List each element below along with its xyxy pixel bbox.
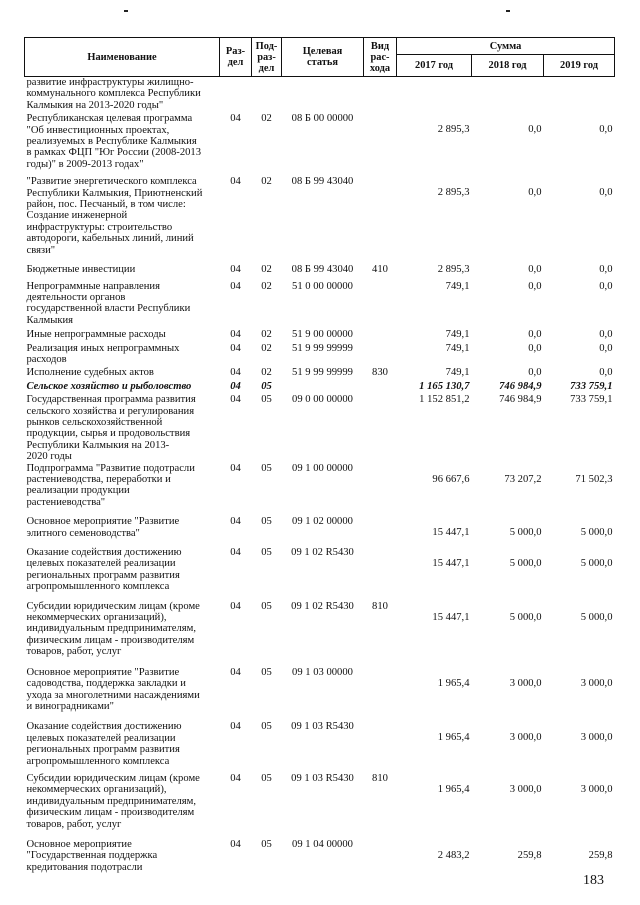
row-podrazdel [252,77,282,114]
row-razdel: 04 [230,264,241,276]
row-vid [364,77,397,114]
table-row [25,547,615,601]
row-name: Подпрограмма "Развитие подотрасли растениеводства, переработки и реализации продукции растениеводства" [26,462,195,508]
table-row [25,343,615,368]
table-row [25,381,615,394]
row-name: Реализация иных непрограммных расходов [26,342,180,365]
row-podrazdel: 05 [261,547,272,559]
row-2017: 1 965,4 [437,732,470,744]
header-podrazdel: Под- раз- дел [252,38,282,77]
row-2018: 0,0 [528,124,542,136]
row-2018: 5 000,0 [509,558,542,570]
row-name: Основное мероприятие "Развитие элитного семеноводства" [26,516,180,539]
row-2018: 3 000,0 [509,783,542,795]
row-podrazdel: 02 [261,264,272,276]
row-2017: 1 965,4 [437,677,470,689]
row-2017: 15 447,1 [432,527,470,539]
row-vid [364,516,397,547]
row-razdel: 04 [230,547,241,559]
row-target: 09 1 03 R5430 [291,721,354,733]
row-name: Исполнение судебных актов [26,367,154,379]
row-2018: 5 000,0 [509,527,542,539]
row-name: развитие инфраструктуры жилищно- коммунального комплекса Республики Калмыкия на 2013-2020 годы" [26,77,201,111]
row-2017: 749,1 [445,329,470,341]
row-target: 08 Б 99 43040 [291,264,354,276]
row-podrazdel: 05 [261,394,272,406]
row-target: 51 9 99 99999 [292,367,353,379]
row-vid: 410 [372,264,388,276]
row-target [282,77,364,114]
row-target: 09 1 02 00000 [292,516,353,528]
row-razdel: 04 [230,666,241,678]
row-2017: 15 447,1 [432,611,470,623]
row-vid [364,176,397,264]
row-2018: 259,8 [517,849,542,861]
row-vid [364,329,397,342]
row-2019 [544,77,615,114]
row-2017 [397,77,472,114]
row-name: "Развитие энергетического комплекса Республики Калмыкия, Приютненский район, пос. Песчаный, в том числе: Создание инженерной инфраструктуры: строительство автодороги, кабельных линий, линий связи" [26,176,203,256]
page-number: 183 [583,873,604,888]
row-2017: 1 165 130,7 [419,380,470,392]
row-2017: 1 152 851,2 [419,394,470,406]
row-2017: 2 895,3 [437,124,470,136]
row-vid: 830 [372,367,388,379]
row-podrazdel: 02 [261,342,272,354]
row-2018: 0,0 [528,367,542,379]
table-row [25,113,615,176]
table-row [25,516,615,547]
row-razdel: 04 [230,176,241,188]
row-podrazdel: 05 [261,772,272,784]
row-razdel [220,77,252,114]
row-2019: 0,0 [599,187,613,199]
row-name: Государственная программа развития сельского хозяйства и регулирования рынков сельскохозяйственной продукции, сырья и продовольствия Республики Калмыкия на 2013- 2020 годы [26,394,196,463]
row-razdel: 04 [230,721,241,733]
row-2018: 0,0 [528,187,542,199]
row-podrazdel: 05 [261,600,272,612]
row-2017: 749,1 [445,342,470,354]
header-sum: Сумма [397,38,615,55]
row-target: 09 1 03 R5430 [291,772,354,784]
row-name: Субсидии юридическим лицам (кроме некоммерческих организаций), индивидуальным предпринимателям, физическим лицам - производителям товаров, работ, услуг [26,772,200,830]
row-vid [364,463,397,517]
row-vid [364,667,397,722]
row-2018: 0,0 [528,342,542,354]
row-vid [364,721,397,773]
row-name: Бюджетные инвестиции [26,264,136,276]
row-razdel: 04 [230,394,241,406]
table-row [25,601,615,667]
header-vid: Вид рас- хода [364,38,397,77]
table-row [25,367,615,380]
row-podrazdel: 02 [261,280,272,292]
row-razdel: 04 [230,516,241,528]
header-razdel: Раз- дел [220,38,252,77]
row-target: 08 Б 99 43040 [291,176,354,188]
row-2018: 3 000,0 [509,732,542,744]
row-vid [364,281,397,330]
row-2018: 73 207,2 [504,473,542,485]
table-row [25,463,615,517]
row-podrazdel: 05 [261,380,272,392]
budget-table [24,37,615,882]
header-2017: 2017 год [397,55,472,77]
table-row [25,773,615,839]
row-name: Сельское хозяйство и рыболовство [26,380,192,392]
row-2018: 746 984,9 [499,394,542,406]
row-2019: 733 759,1 [570,380,613,392]
table-row [25,839,615,882]
table-row [25,329,615,342]
row-target: 09 1 02 R5430 [291,547,354,559]
row-target [282,381,364,394]
row-2019: 3 000,0 [580,677,613,689]
row-2017: 1 965,4 [437,783,470,795]
row-2019: 259,8 [588,849,613,861]
row-razdel: 04 [230,772,241,784]
row-2017: 2 895,3 [437,264,470,276]
row-name: Основное мероприятие "Государственная поддержка кредитования подотрасли [26,838,158,873]
row-name: Республиканская целевая программа "Об инвестиционных проектах, реализуемых в Республике Калмыкия в рамках ФЦП "Юг России (2008-2013 годы)" в 2009-2013 годах" [26,113,202,170]
row-target: 08 Б 00 00000 [291,113,354,125]
row-target: 09 1 03 00000 [292,666,353,678]
table-row [25,394,615,462]
row-vid: 810 [372,600,388,612]
header-target: Целевая статья [282,38,364,77]
row-vid [364,839,397,882]
row-razdel: 04 [230,838,241,850]
row-2019: 0,0 [599,342,613,354]
row-2019: 3 000,0 [580,783,613,795]
row-podrazdel: 02 [261,113,272,125]
row-razdel: 04 [230,600,241,612]
row-vid: 810 [372,772,388,784]
row-name: Непрограммные направления деятельности органов государственной власти Республики Калмыкия [26,280,191,326]
row-target: 09 1 00 00000 [292,462,353,474]
header-2018: 2018 год [472,55,544,77]
table-row [25,176,615,264]
row-2019: 3 000,0 [580,732,613,744]
row-2018: 5 000,0 [509,611,542,623]
row-razdel: 04 [230,329,241,341]
row-target: 51 9 99 99999 [292,342,353,354]
row-razdel: 04 [230,280,241,292]
table-row [25,264,615,280]
header-name: Наименование [25,38,220,77]
row-podrazdel: 05 [261,666,272,678]
row-2018: 0,0 [528,280,542,292]
row-razdel: 04 [230,462,241,474]
row-2017: 96 667,6 [432,473,470,485]
row-vid [364,394,397,462]
row-podrazdel: 02 [261,176,272,188]
row-2019: 0,0 [599,264,613,276]
row-2017: 15 447,1 [432,558,470,570]
row-2017: 2 483,2 [437,849,470,861]
row-2018: 0,0 [528,329,542,341]
row-name: Субсидии юридическим лицам (кроме некоммерческих организаций), индивидуальным предпринимателям, физическим лицам - производителям товаров, работ, услуг [26,600,200,658]
row-2018 [472,77,544,114]
table-row [25,667,615,722]
row-razdel: 04 [230,380,241,392]
row-vid [364,113,397,176]
row-name: Основное мероприятие "Развитие садоводства, поддержка закладки и ухода за многолетними насаждениями и виноградниками" [26,666,200,712]
row-2019: 71 502,3 [575,473,613,485]
row-2019: 0,0 [599,124,613,136]
row-2017: 2 895,3 [437,187,470,199]
row-vid [364,381,397,394]
row-target: 09 1 02 R5430 [291,600,354,612]
row-2019: 5 000,0 [580,558,613,570]
row-vid [364,547,397,601]
row-target: 51 0 00 00000 [292,280,353,292]
table-row [25,281,615,330]
header-2019: 2019 год [544,55,615,77]
row-name: Оказание содействия достижению целевых показателей реализации региональных программ развития агропромышленного комплекса [26,547,182,593]
row-podrazdel: 02 [261,329,272,341]
row-name: Оказание содействия достижению целевых показателей реализации региональных программ развития агропромышленного комплекса [26,721,182,767]
row-2019: 0,0 [599,280,613,292]
row-podrazdel: 05 [261,838,272,850]
scan-mark-left [124,10,128,12]
row-name: Иные непрограммные расходы [26,329,166,341]
row-2019: 5 000,0 [580,611,613,623]
row-2017: 749,1 [445,367,470,379]
row-2018: 0,0 [528,264,542,276]
row-2019: 0,0 [599,329,613,341]
row-podrazdel: 05 [261,721,272,733]
row-2019: 0,0 [599,367,613,379]
row-podrazdel: 02 [261,367,272,379]
row-2019: 5 000,0 [580,527,613,539]
row-razdel: 04 [230,113,241,125]
row-vid [364,343,397,368]
table-row [25,721,615,773]
row-razdel: 04 [230,342,241,354]
row-2018: 746 984,9 [499,380,542,392]
table-body [25,77,615,883]
row-podrazdel: 05 [261,516,272,528]
row-2018: 3 000,0 [509,677,542,689]
table-row [25,77,615,114]
row-2017: 749,1 [445,280,470,292]
row-razdel: 04 [230,367,241,379]
row-podrazdel: 05 [261,462,272,474]
row-target: 09 0 00 00000 [292,394,353,406]
row-target: 51 9 00 00000 [292,329,353,341]
row-2019: 733 759,1 [570,394,613,406]
row-target: 09 1 04 00000 [292,838,353,850]
scan-mark-right [506,10,510,12]
